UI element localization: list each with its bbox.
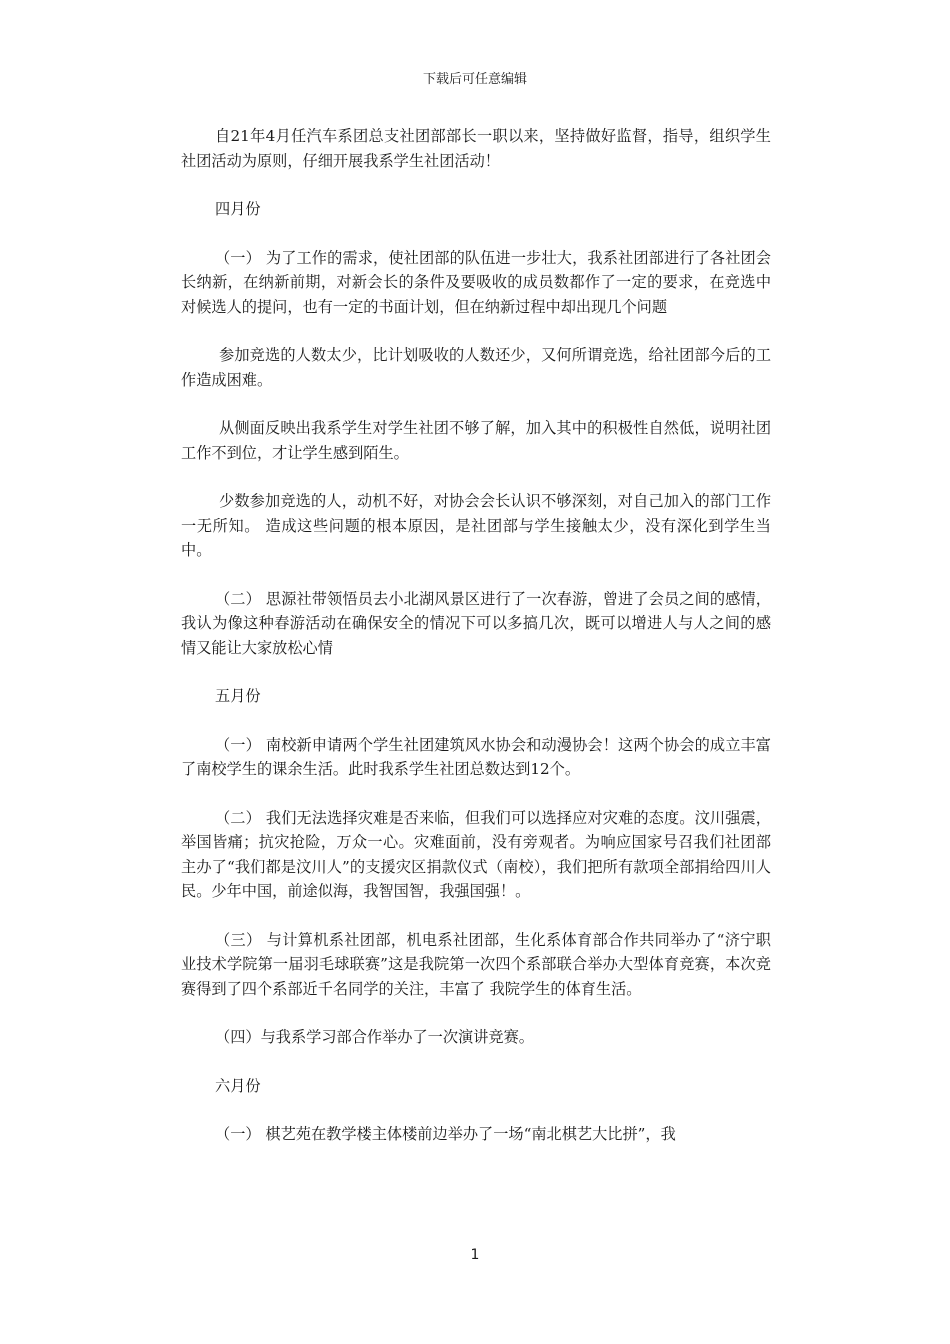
section-heading-april: 四月份 [215, 200, 261, 218]
april-issue-2: 从侧面反映出我系学生对学生社团不够了解，加入其中的积极性自然低，说明社团工作不到位，才让学生感到陌生。 [181, 419, 771, 462]
section-heading-june: 六月份 [215, 1076, 261, 1095]
intro-paragraph: 自21年4月任汽车系团总支社团部部长一职以来，坚持做好监督，指导，组织学生社团活动为原则，仔细开展我系学生社团活动！ [181, 127, 771, 170]
section-heading-may: 五月份 [215, 687, 261, 705]
april-issue-3: 少数参加竞选的人，动机不好，对协会会长认识不够深刻，对自己加入的部门工作一无所知。 造成这些问题的根本原因，是社团部与学生接触太少，没有深化到学生当中。 [181, 492, 771, 559]
april-item-1: （一） 为了工作的需求，使社团部的队伍进一步壮大，我系社团部进行了各社团会长纳新，在纳新前期，对新会长的条件及要吸收的成员数都作了一定的要求，在竞选中对候选人的提问，也有一定的书面计划，但在纳新过程中却出现几个问题 [181, 248, 771, 316]
may-item-4: （四）与我系学习部合作举办了一次演讲竞赛。 [215, 1028, 534, 1046]
may-item-2: （二） 我们无法选择灾难是否来临，但我们可以选择应对灾难的态度。汶川强震，举国皆痛；抗灾抢险，万众一心。灾难面前，没有旁观者。为响应国家号召我们社团部主办了“我们都是汶川人”的支援灾区捐款仪式（南校），我们把所有款项全部捐给四川人民。少年中国，前途似海，我智国智，我强国强！。 [181, 808, 771, 900]
april-issue-1: 参加竞选的人数太少，比计划吸收的人数还少，又何所谓竞选，给社团部今后的工作造成困难。 [181, 346, 771, 389]
april-item-2: （二） 思源社带领悟员去小北湖风景区进行了一次春游，曾进了会员之间的感情，我认为像这种春游活动在确保安全的情况下可以多搞几次，既可以增进人与人之间的感情又能让大家放松心情 [181, 589, 771, 657]
page-header: 下载后可任意编辑 [422, 72, 527, 87]
may-item-1: （一） 南校新申请两个学生社团建筑风水协会和动漫协会！这两个协会的成立丰富了南校学生的课余生活。此时我系学生社团总数达到12个。 [181, 735, 771, 778]
may-item-3: （三） 与计算机系社团部，机电系社团部，生化系体育部合作共同举办了“济宁职业技术学院第一届羽毛球联赛”这是我院第一次四个系部联合举办大型体育竞赛，本次竞赛得到了四个系部近千名同学的关注，丰富了 我院学生的体育生活。 [181, 930, 771, 998]
page-number: 1 [470, 1247, 480, 1263]
june-item-1: （一） 棋艺苑在教学楼主体楼前边举办了一场“南北棋艺大比拼”，我 [215, 1125, 676, 1143]
document-body [181, 124, 771, 1171]
